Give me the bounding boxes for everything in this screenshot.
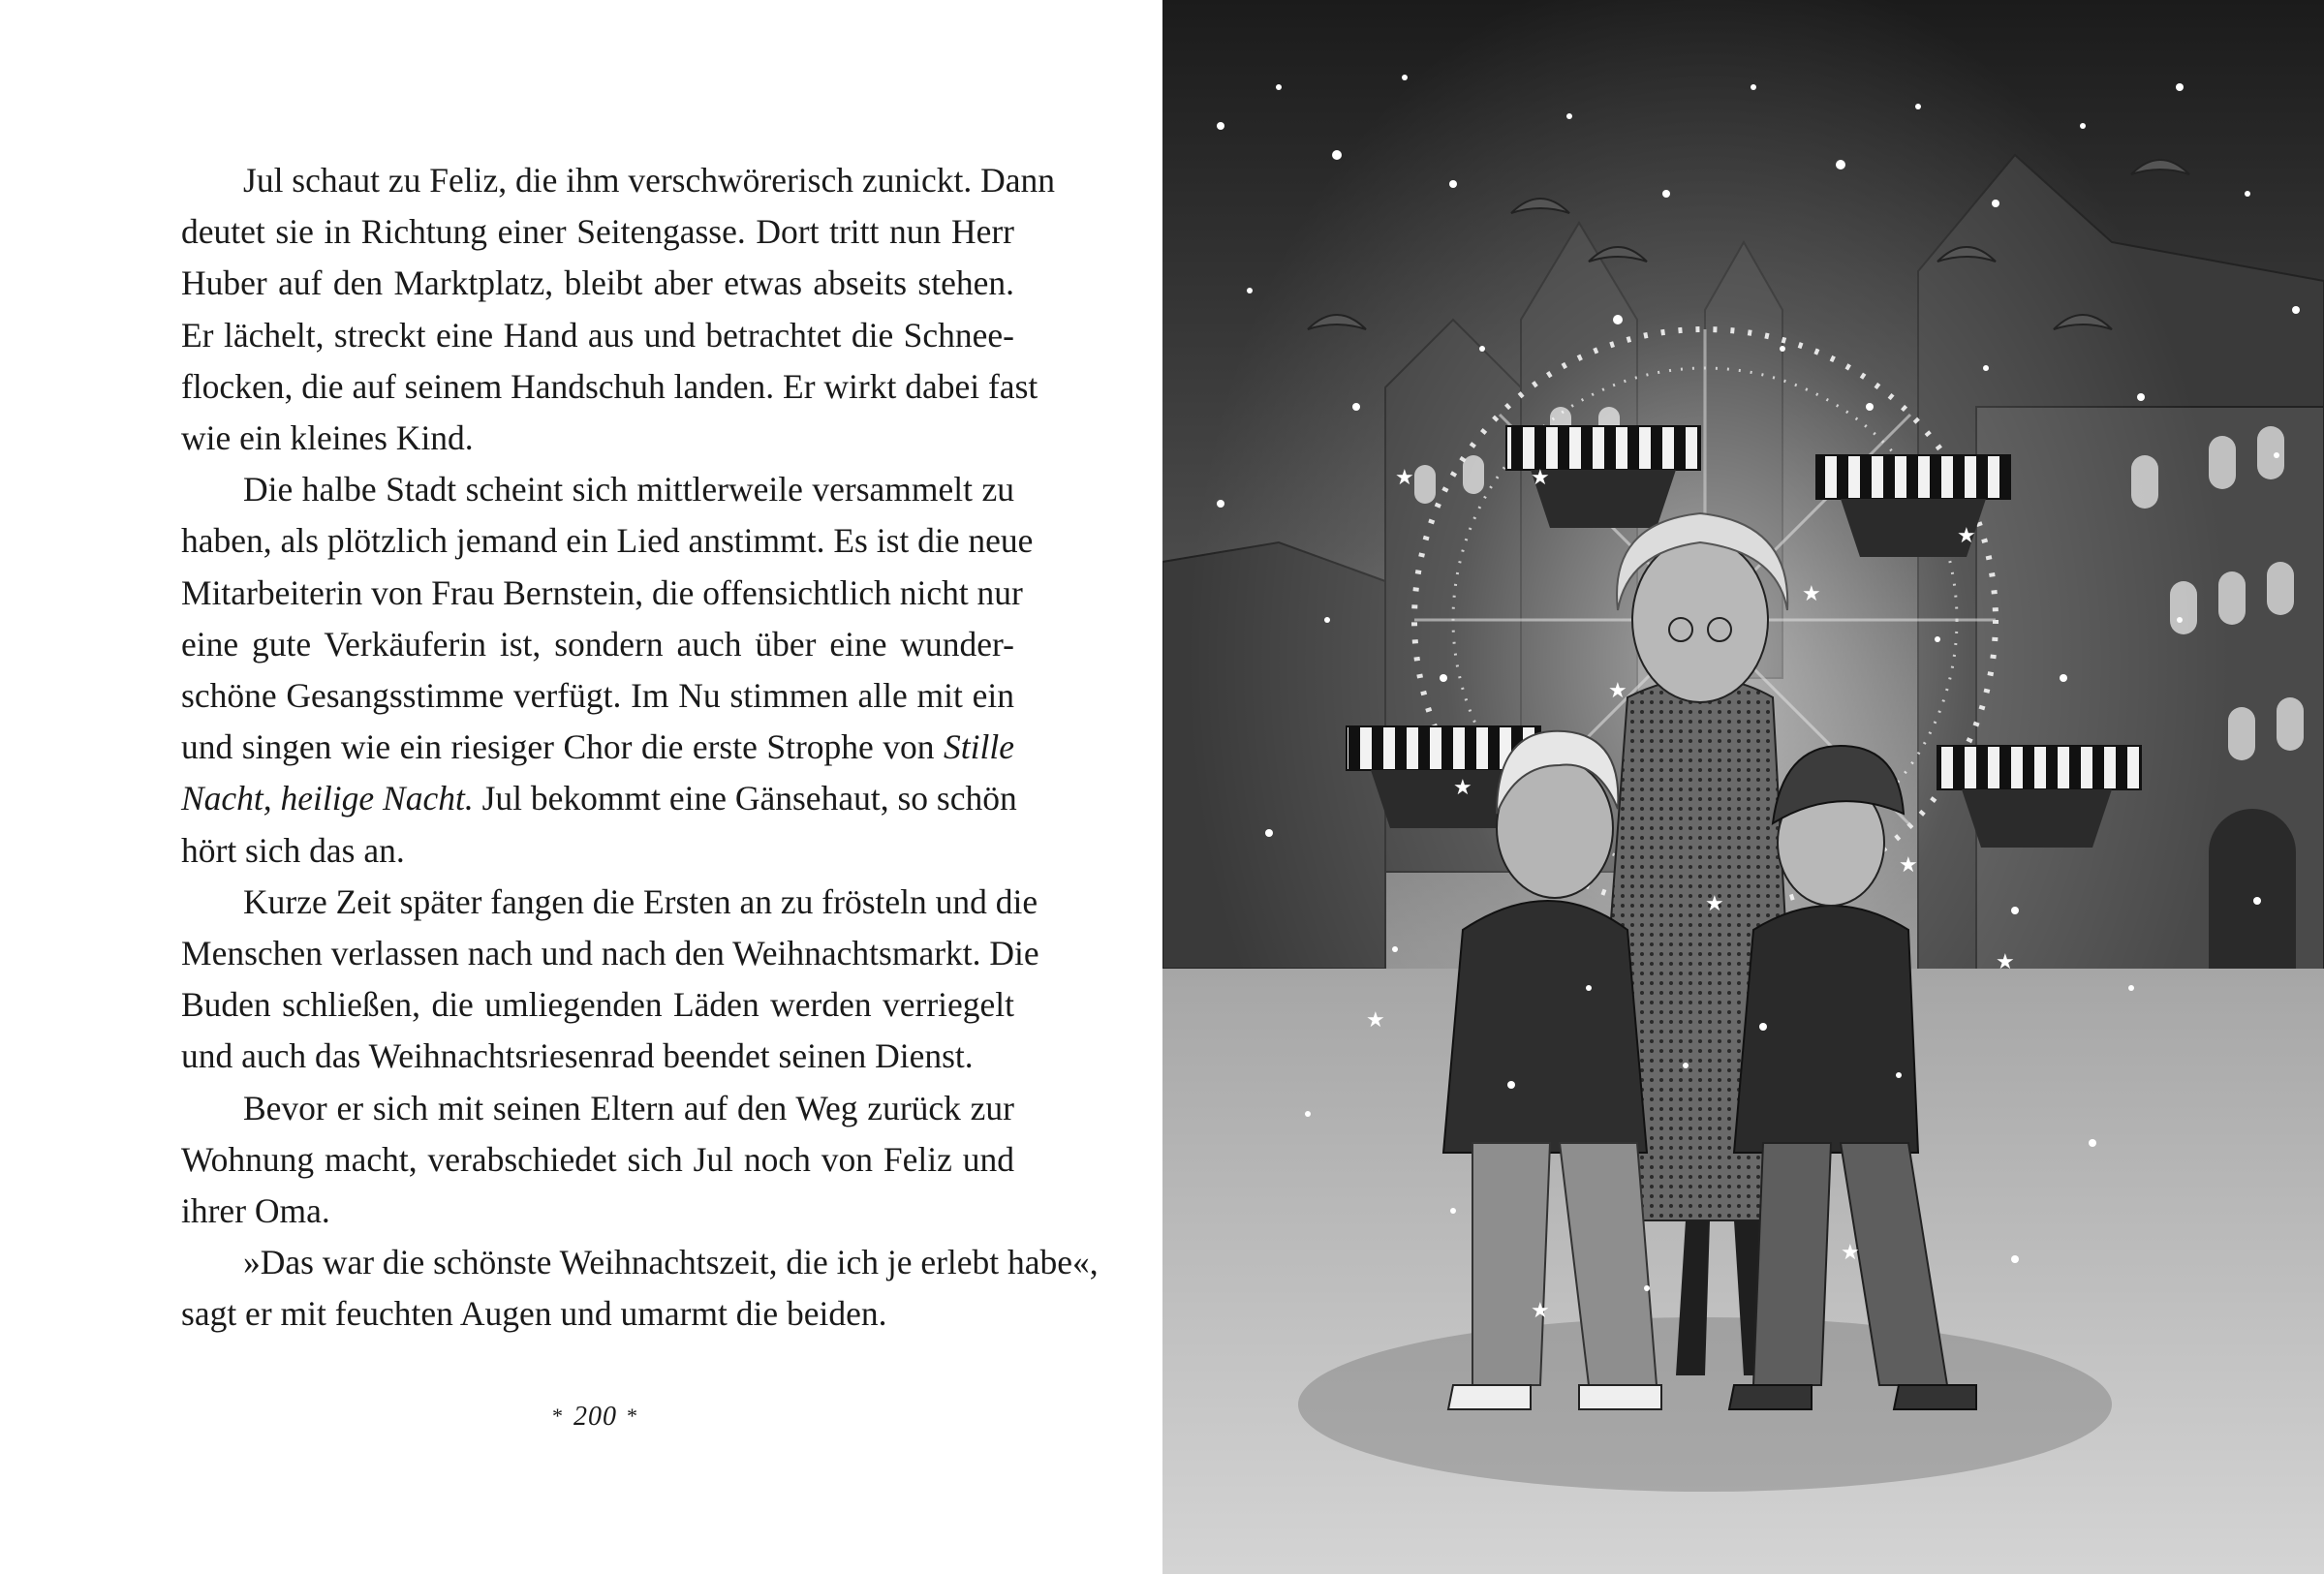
star-ornament-icon: *: [627, 1404, 638, 1428]
text-line: Wohnung macht, verabschiedet sich Jul noch von Feliz und: [181, 1139, 1014, 1179]
paragraph: [181, 1083, 1014, 1238]
text-segment: und singen wie ein riesiger Chor die erste Strophe von: [181, 727, 935, 767]
text-line: Huber auf den Marktplatz, bleibt aber etwas abseits stehen.: [181, 263, 1014, 303]
body-text: [181, 155, 1099, 1341]
svg-text:★: ★: [1531, 466, 1550, 490]
paragraph: [181, 1237, 1099, 1340]
star-ornament-icon: *: [552, 1404, 564, 1428]
svg-text:★: ★: [1899, 853, 1918, 878]
paragraph: [181, 877, 1039, 1083]
page-number: [542, 1402, 648, 1433]
text-line: Bevor er sich mit seinen Eltern auf den Weg zurück zur: [243, 1088, 1014, 1127]
svg-text:★: ★: [1996, 950, 2015, 974]
text-line: [181, 722, 1014, 773]
song-title: Stille: [944, 727, 1015, 767]
text-line: hört sich das an.: [181, 830, 405, 870]
paragraph: [181, 155, 1055, 464]
page-number-value: 200: [573, 1402, 617, 1432]
text-line: Jul schaut zu Feliz, die ihm verschwörerisch zunickt. Dann: [243, 161, 1055, 200]
text-segment: Jul bekommt eine Gänsehaut, so schön: [481, 779, 1017, 818]
paragraph: [181, 464, 1034, 877]
text-line: Er lächelt, streckt eine Hand aus und betrachtet die Schnee-: [181, 315, 1014, 355]
christmas-market-illustration: [1162, 0, 2324, 1574]
illustration-page: [1162, 0, 2324, 1574]
text-line: schöne Gesangsstimme verfügt. Im Nu stimmen alle mit ein: [181, 676, 1014, 716]
text-line: deutet sie in Richtung einer Seitengasse. Dort tritt nun Herr: [181, 212, 1014, 252]
text-line: Die halbe Stadt scheint sich mittlerweile versammelt zu: [243, 470, 1014, 509]
text-line: »Das war die schönste Weihnachtszeit, die ich je erlebt habe«,: [243, 1243, 1099, 1282]
text-line: Menschen verlassen nach und nach den Weihnachtsmarkt. Die: [181, 934, 1039, 973]
text-line: Kurze Zeit später fangen die Ersten an zu frösteln und die: [243, 881, 1038, 921]
text-line: [181, 773, 1017, 824]
text-line: flocken, die auf seinem Handschuh landen. Er wirkt dabei fast: [181, 366, 1038, 406]
text-line: sagt er mit feuchten Augen und umarmt die beiden.: [181, 1294, 887, 1334]
svg-text:★: ★: [1841, 1241, 1860, 1265]
text-line: Buden schließen, die umliegenden Läden werden verriegelt: [181, 985, 1014, 1025]
svg-text:★: ★: [1453, 776, 1472, 800]
svg-text:★: ★: [1531, 1299, 1550, 1323]
text-line: haben, als plötzlich jemand ein Lied anstimmt. Es ist die neue: [181, 521, 1034, 561]
svg-text:★: ★: [1395, 466, 1414, 490]
text-line: ihrer Oma.: [181, 1191, 330, 1231]
text-line: wie ein kleines Kind.: [181, 418, 474, 458]
text-line: eine gute Verkäuferin ist, sondern auch über eine wunder-: [181, 624, 1014, 664]
svg-text:★: ★: [1802, 582, 1821, 606]
svg-text:★: ★: [1705, 892, 1724, 916]
svg-text:★: ★: [1608, 679, 1627, 703]
svg-text:★: ★: [1366, 1008, 1385, 1033]
text-line: und auch das Weihnachtsriesenrad beendet seinen Dienst.: [181, 1036, 974, 1076]
song-title: Nacht, heilige Nacht.: [181, 779, 474, 818]
text-line: Mitarbeiterin von Frau Bernstein, die offensichtlich nicht nur: [181, 572, 1023, 612]
svg-text:★: ★: [1957, 524, 1976, 548]
